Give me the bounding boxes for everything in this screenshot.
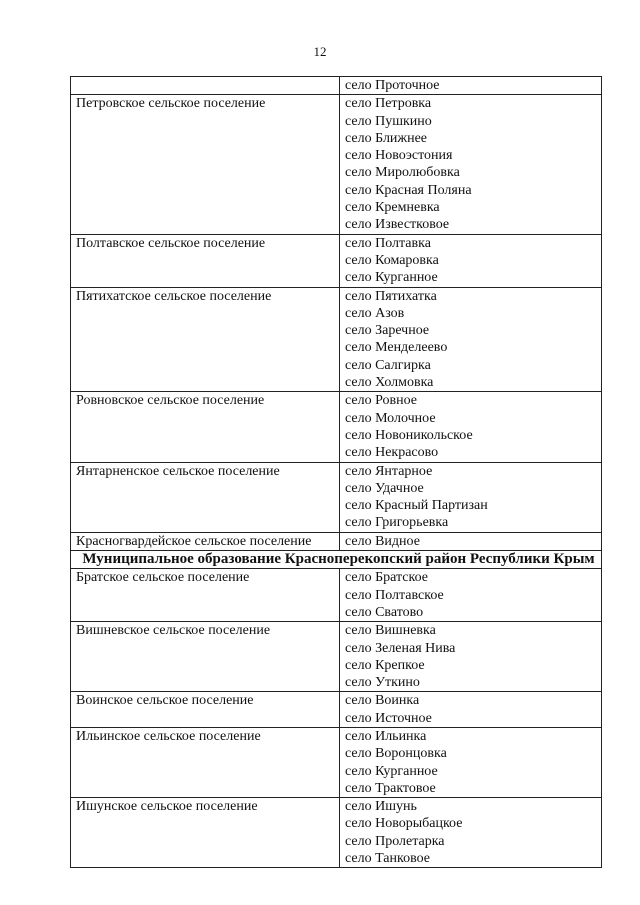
village-item: село Менделеево xyxy=(345,340,448,356)
village-item: село Воинка xyxy=(345,693,420,709)
village-item: село Ильинка xyxy=(345,728,427,744)
village-item: село Красная Поляна xyxy=(345,182,472,198)
village-cell xyxy=(340,798,602,868)
settlement-row xyxy=(71,462,602,532)
settlement-row xyxy=(71,392,602,462)
page-number: 12 xyxy=(313,44,327,59)
village-cell xyxy=(340,462,602,532)
village-item: село Ближнее xyxy=(345,130,428,146)
village-cell xyxy=(340,569,602,622)
settlement-row xyxy=(71,692,602,728)
village-list xyxy=(345,392,601,461)
village-item: село Новоэстония xyxy=(345,148,453,164)
settlement-name: Ишунское сельское поселение xyxy=(71,798,340,868)
village-list xyxy=(345,728,601,797)
village-cell xyxy=(340,532,602,550)
village-cell xyxy=(340,287,602,392)
settlement-name: Воинское сельское поселение xyxy=(71,692,340,728)
village-item: село Курганное xyxy=(345,763,438,779)
village-item: село Проточное xyxy=(345,78,440,93)
village-item: село Кремневка xyxy=(345,200,440,216)
village-item: село Пролетарка xyxy=(345,833,445,849)
village-list xyxy=(345,533,601,550)
village-cell xyxy=(340,77,602,95)
village-list xyxy=(345,235,601,287)
settlement-name: Братское сельское поселение xyxy=(71,569,340,622)
settlement-name: Янтарненское сельское поселение xyxy=(71,462,340,532)
settlement-row xyxy=(71,95,602,234)
village-list xyxy=(345,569,601,621)
settlements-table xyxy=(70,76,602,868)
settlement-name: Пятихатское сельское поселение xyxy=(71,287,340,392)
settlement-name: Ильинское сельское поселение xyxy=(71,727,340,797)
village-cell xyxy=(340,622,602,692)
village-list xyxy=(345,288,601,392)
village-item: село Азов xyxy=(345,305,405,321)
village-item: село Ишунь xyxy=(345,799,417,815)
village-item: село Уткино xyxy=(345,675,420,691)
village-item: село Заречное xyxy=(345,323,430,339)
village-list xyxy=(345,798,601,867)
village-item: село Танковое xyxy=(345,851,430,867)
village-list xyxy=(345,77,601,94)
settlement-name: Ровновское сельское поселение xyxy=(71,392,340,462)
village-item: село Миролюбовка xyxy=(345,165,460,181)
village-item: село Салгирка xyxy=(345,357,431,373)
settlement-name: Красногвардейское сельское поселение xyxy=(71,532,340,550)
village-item: село Холмовка xyxy=(345,375,434,391)
settlement-row xyxy=(71,234,602,287)
settlement-row xyxy=(71,727,602,797)
village-list xyxy=(345,692,601,727)
village-item: село Трактовое xyxy=(345,780,436,796)
settlement-row xyxy=(71,287,602,392)
village-cell xyxy=(340,392,602,462)
section-header-row xyxy=(71,551,602,569)
village-item: село Пушкино xyxy=(345,113,432,129)
village-item: село Видное xyxy=(345,533,420,549)
village-item: село Новорыбацкое xyxy=(345,816,463,832)
village-item: село Сватово xyxy=(345,604,424,620)
village-item: село Полтавское xyxy=(345,587,444,603)
village-cell xyxy=(340,692,602,728)
village-cell xyxy=(340,95,602,234)
village-item: село Источное xyxy=(345,710,432,726)
settlement-row xyxy=(71,622,602,692)
settlement-name: Вишневское сельское поселение xyxy=(71,622,340,692)
village-item: село Удачное xyxy=(345,480,424,496)
village-item: село Красный Партизан xyxy=(345,498,488,514)
village-item: село Петровка xyxy=(345,96,432,112)
village-item: село Зеленая Нива xyxy=(345,640,456,656)
settlement-name: Петровское сельское поселение xyxy=(71,95,340,234)
village-item: село Ровное xyxy=(345,393,418,409)
village-list xyxy=(345,622,601,691)
settlements-table-body xyxy=(71,77,602,868)
village-item: село Воронцовка xyxy=(345,746,447,762)
village-list xyxy=(345,95,601,233)
village-item: село Комаровка xyxy=(345,252,439,268)
village-item: село Братское xyxy=(345,570,428,586)
settlement-row xyxy=(71,798,602,868)
village-item: село Григорьевка xyxy=(345,515,449,531)
settlement-row xyxy=(71,532,602,550)
village-cell xyxy=(340,727,602,797)
section-header: Муниципальное образование Красноперекопский район Республики Крым xyxy=(71,551,602,569)
settlement-name xyxy=(71,77,340,95)
settlement-name: Полтавское сельское поселение xyxy=(71,234,340,287)
village-item: село Курганное xyxy=(345,270,438,286)
village-cell xyxy=(340,234,602,287)
settlement-row xyxy=(71,569,602,622)
village-list xyxy=(345,463,601,532)
village-item: село Некрасово xyxy=(345,445,439,461)
village-item: село Пятихатка xyxy=(345,288,437,304)
village-item: село Крепкое xyxy=(345,657,425,673)
village-item: село Молочное xyxy=(345,410,436,426)
village-item: село Полтавка xyxy=(345,235,431,251)
village-item: село Вишневка xyxy=(345,623,436,639)
village-item: село Янтарное xyxy=(345,463,433,479)
village-item: село Новоникольское xyxy=(345,427,473,443)
village-item: село Известковое xyxy=(345,217,450,233)
settlement-row xyxy=(71,77,602,95)
